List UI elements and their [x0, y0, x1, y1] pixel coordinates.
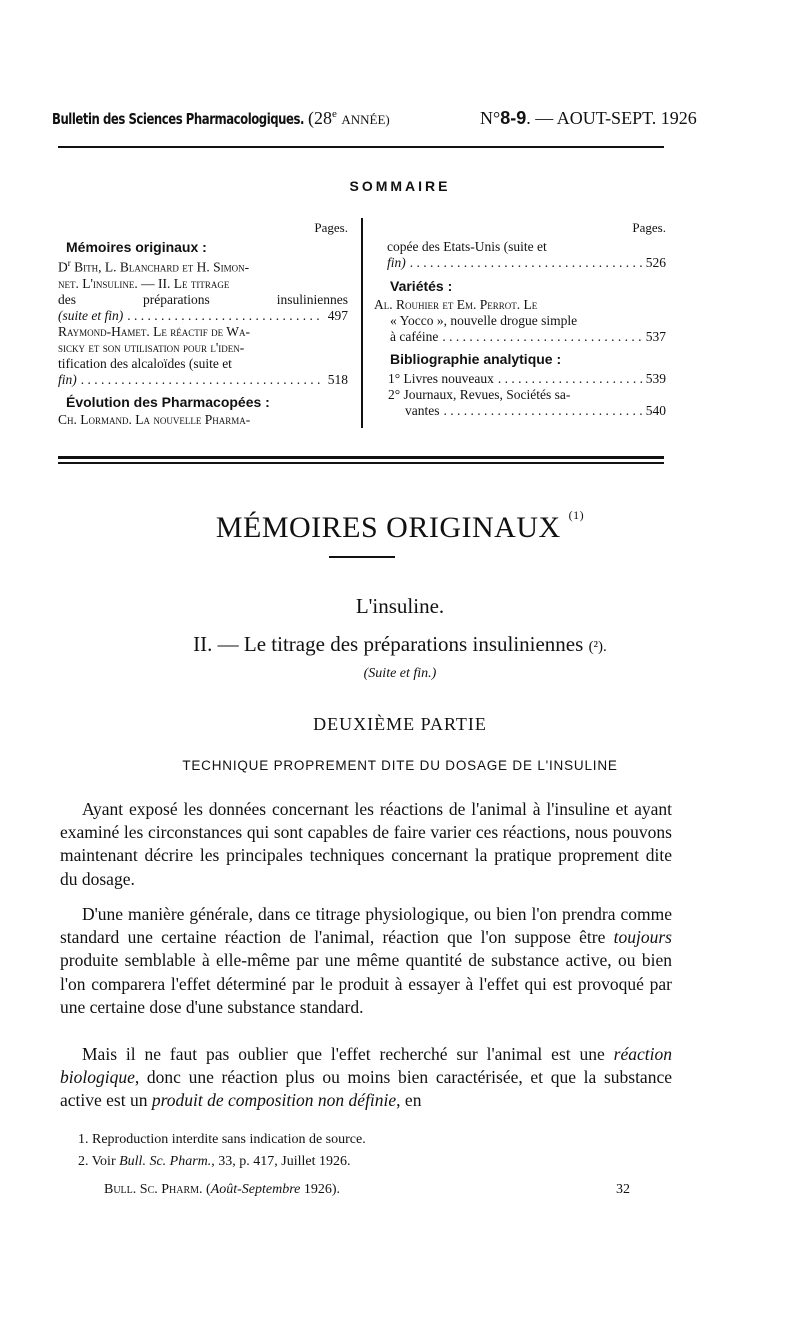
sommaire-rule-top — [58, 456, 664, 459]
memoires-heading: Mémoires originaux : — [66, 239, 207, 255]
pages-label-right: Pages. — [632, 220, 666, 235]
page-ref: 497 — [327, 307, 348, 323]
toc-entry-3-end: copée des Etats-Unis (suite et fin) . . . 526 — [374, 239, 666, 271]
page-ref: 526 — [645, 255, 666, 270]
footnote-1: 1. Reproduction interdite sans indication de source. — [78, 1132, 366, 1147]
evolution-heading: Évolution des Pharmacopées : — [66, 393, 270, 410]
body-paragraph-2: D'une manière générale, dans ce titrage physiologique, ou bien l'on prendra comme standard une certaine réaction de l'animal, réaction que l'on suppose être toujours produite semblable à elle-même par une même quantité de substance active, ou bien l'on comparera l'effet déterminé par le produit à essayer à l'effet qui est provoqué par une certaine dose d'une substance standard. — [60, 904, 672, 1017]
section-title: MÉMOIRES ORIGINAUX $^{(1)}$ — [215, 508, 585, 544]
page-ref: 540 — [645, 403, 666, 418]
sommaire-right-column — [374, 220, 666, 419]
journal-title: Bulletin des Sciences Pharmacologiques. — [52, 110, 304, 128]
body-paragraph-3: Mais il ne faut pas oublier que l'effet recherché sur l'animal est une réaction biologique, donc une réaction plus ou moins bien caractérisée, et que la substance active est un produit de composition non définie, en — [60, 1044, 672, 1111]
toc-entry-6: 2° Journaux, Revues, Sociétés sa- vantes . . . 540 — [374, 387, 666, 419]
page-ref: 518 — [327, 371, 348, 387]
page-number: 32 — [616, 1182, 630, 1197]
volume-year: (28e ANNÉE) — [308, 108, 390, 128]
footer-reference: Bull. Sc. Pharm. (Août-Septembre 1926). — [104, 1182, 341, 1197]
bibliographie-heading: Bibliographie analytique : — [390, 351, 562, 367]
pages-label-left: Pages. — [314, 220, 348, 235]
page-ref: 537 — [645, 329, 666, 344]
issue-number: N°8-9. — AOUT-SEPT. 1926 — [480, 108, 697, 128]
page-ref: 539 — [645, 371, 666, 386]
toc-entry-4: Al. Rouhier et Em. Perrot. Le « Yocco », nouvelle drogue simple à caféine . . . 537 — [374, 297, 666, 345]
part-heading: DEUXIÈME PARTIE — [313, 714, 487, 734]
technique-heading: TECHNIQUE PROPREMENT DITE DU DOSAGE DE L'INSULINE — [182, 758, 618, 773]
footnote-2: 2. Voir Bull. Sc. Pharm., 33, p. 417, Juillet 1926. — [78, 1154, 351, 1169]
toc-entry-5: 1° Livres nouveaux . . . 539 — [374, 371, 666, 387]
body-paragraph-1: Ayant exposé les données concernant les réactions de l'animal à l'insuline et ayant examiné les circonstances qui sont capables de faire varier ces réactions, nous pouvons maintenant décrire les principales techniques concernant la pratique proprement dite du dosage. — [60, 799, 672, 889]
title-rule — [329, 556, 395, 558]
sommaire-rule-bottom — [58, 462, 664, 464]
sommaire-title: SOMMAIRE — [349, 178, 451, 194]
running-header — [52, 108, 697, 134]
suite-note: (Suite et fin.) — [363, 666, 437, 681]
toc-entry-2: Raymond-Hamet. Le réactif de Wa- sicky et son utilisation pour l'iden- tification des alcaloïdes (suite et fin) . . . 518 — [58, 324, 348, 388]
header-rule — [58, 146, 664, 148]
footnote-marker: (1) — [568, 508, 585, 522]
toc-entry-3-start: Ch. Lormand. La nouvelle Pharma- — [58, 411, 251, 427]
sommaire-left-column — [58, 220, 348, 428]
varietes-heading: Variétés : — [390, 278, 453, 294]
article-subtitle: II. — Le titrage des préparations insuliniennes (²). — [193, 632, 607, 656]
article-title: L'insuline. — [355, 594, 445, 618]
toc-entry-1: $D^r$ Bith, L. Blanchard et H. Simon- net. L'insuline. — II. Le titrage des préparations insuliniennes (suite et fin) . . . 497 — [58, 255, 348, 324]
sommaire-column-divider — [361, 218, 363, 428]
